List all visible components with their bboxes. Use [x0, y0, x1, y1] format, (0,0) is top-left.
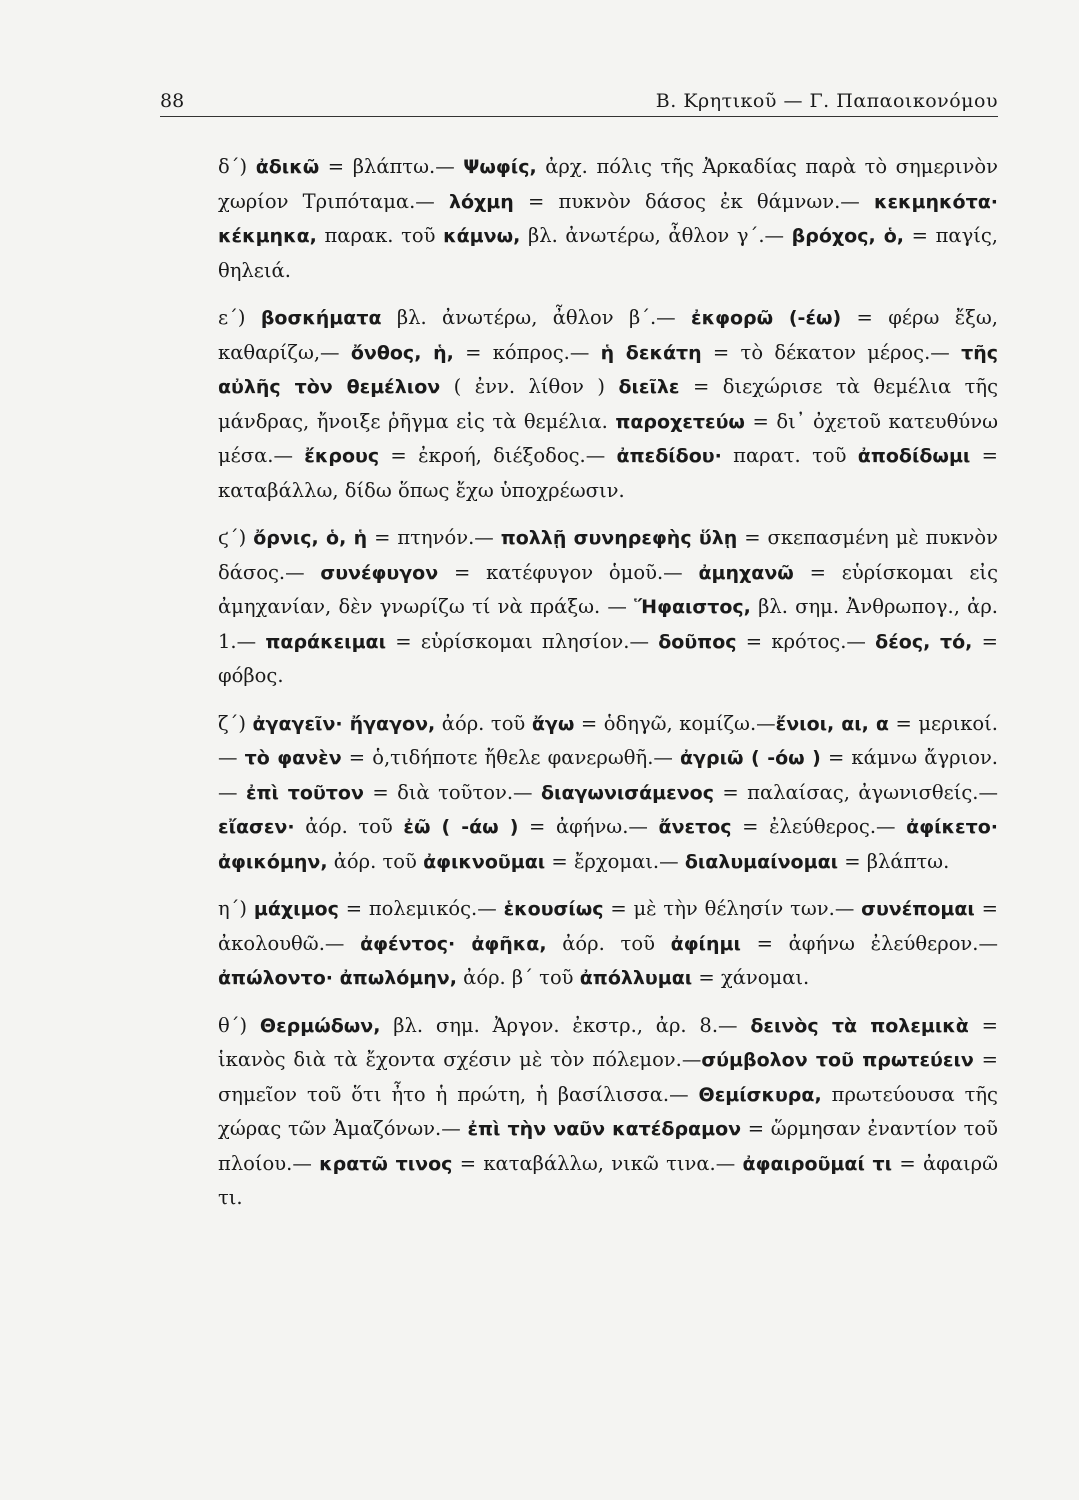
headword: κάμνω,: [443, 225, 521, 247]
headword: ἀφίκετο· ἀφικόμην,: [218, 816, 998, 873]
definition-text: = κατέφυγον ὁμοῦ.—: [438, 560, 699, 584]
gloss-section: [218, 521, 998, 694]
definition-text: = σκεπασμένη μὲ πυκνὸν δάσος.—: [218, 526, 998, 584]
gloss-section: [218, 301, 998, 508]
definition-text: = πτηνόν.—: [367, 526, 501, 549]
definition-text: βλ. ἀνωτέρω, ἆθλον β΄.—: [381, 306, 692, 329]
headword: δέος, τό,: [875, 630, 973, 653]
section-label: ϛ΄): [218, 526, 247, 549]
definition-text: = διεχώρισε τὰ θεμέλια τῆς μάνδρας, ἤνοιξε ῥῆγμα εἰς τὰ θεμέλια.: [218, 375, 999, 433]
definition-text: = δι᾽ ὀχετοῦ κατευθύνω μέσα.—: [218, 409, 998, 467]
section-label: θ΄): [218, 1013, 248, 1037]
headword: Ἥφαιστος,: [634, 596, 751, 618]
headword: κρατῶ τινος: [319, 1152, 453, 1175]
headword: συνέπομαι: [861, 898, 975, 920]
headword: βοσκήματα: [260, 307, 382, 329]
headword: ἄγω: [531, 712, 575, 735]
gloss-section: [218, 707, 998, 880]
gloss-section: [218, 150, 998, 288]
definition-text: = μὲ τὴν θέλησίν των.—: [603, 897, 862, 920]
headword: παράκειμαι: [265, 630, 387, 653]
headword: ἀπόλλυμαι: [579, 967, 693, 989]
definition-text: βλ. σημ. Ἀργον. ἐκστρ., ἀρ. 8.—: [380, 1013, 751, 1037]
definition-text: = χάνομαι.: [692, 966, 810, 989]
headword: ἀφαιροῦμαί τι: [742, 1152, 893, 1175]
headword: ἀμηχανῶ: [698, 561, 794, 584]
headword: μάχιμος: [253, 898, 339, 920]
gloss-section: [218, 1009, 998, 1216]
definition-text: = ὁδηγῶ, κομίζω.—: [574, 711, 776, 735]
definition-text: = κάμνω ἄγριον.—: [218, 746, 999, 804]
definition-text: = σημεῖον τοῦ ὅτι ἦτο ἡ πρώτη, ἡ βασίλισσα.—: [218, 1048, 999, 1106]
headword: λόχμη: [448, 190, 514, 213]
definition-text: ἀόρ. τοῦ: [327, 849, 424, 873]
definition-text: = διὰ τοῦτον.—: [363, 780, 541, 804]
headword: Ψωφίς,: [463, 156, 537, 178]
headword: διαλυμαίνομαι: [684, 850, 839, 873]
headword: ἀγριῶ ( -όω ): [680, 747, 821, 769]
headword: δεινὸς τὰ πολεμικὰ: [750, 1014, 969, 1037]
section-label: η΄): [218, 897, 248, 920]
section-label: ζ΄): [218, 711, 246, 735]
definition-text: βλ. σημ. Ἀνθρωπογ., ἀρ. 1.—: [218, 595, 998, 653]
headword: ἀφίημι: [670, 932, 741, 955]
section-label: ε΄): [218, 306, 246, 329]
headword: ἀπεδίδου·: [616, 445, 722, 467]
definition-text: ἀόρ. τοῦ: [546, 931, 671, 955]
headword: εἴασεν·: [218, 816, 295, 838]
headword: βρόχος, ὁ,: [791, 225, 904, 247]
definition-text: βλ. ἀνωτέρω, ἆθλον γ΄.—: [520, 224, 792, 247]
definition-text: = ἱκανὸς διὰ τὰ ἔχοντα σχέσιν μὲ τὸν πόλεμον.—: [218, 1013, 998, 1071]
page-header: [160, 82, 998, 117]
headword: ἔκρους: [304, 445, 380, 467]
headword: ἀφέντος· ἀφῆκα,: [360, 932, 547, 955]
definition-text: ἀόρ. τοῦ: [294, 815, 404, 838]
definition-text: ἀόρ. β΄ τοῦ: [456, 966, 580, 989]
definition-text: = εὑρίσκομαι εἰς ἀμηχανίαν, δὲν γνωρίζω τί νὰ πράξω. —: [218, 560, 998, 618]
running-head: Β. Κρητικοῦ — Γ. Παπαοικονόμου: [655, 90, 998, 112]
definition-text: = καταβάλλω, δίδω ὅπως ἔχω ὑποχρέωσιν.: [218, 444, 998, 502]
definition-text: ( ἐνν. λίθον ): [440, 375, 619, 398]
headword: τῆς αὐλῆς τὸν θεμέλιον: [218, 341, 998, 398]
definition-text: πρωτεύουσα τῆς χώρας τῶν Ἀμαζόνων.—: [218, 1082, 998, 1140]
headword: ἐπὶ τὴν ναῦν κατέδραμον: [467, 1118, 742, 1140]
definition-text: = ἔρχομαι.—: [545, 849, 685, 873]
definition-text: = πολεμικός.—: [338, 897, 504, 920]
definition-text: = κόπρος.—: [453, 340, 601, 364]
headword: Θερμώδων,: [259, 1014, 381, 1037]
headword: παροχετεύω: [615, 410, 745, 433]
definition-text: = ὁ,τιδήποτε ἤθελε φανερωθῆ.—: [341, 746, 680, 769]
definition-text: = ἀφήνω ἐλεύθερον.—: [740, 931, 998, 955]
headword: ὄνθος, ἡ,: [350, 341, 454, 364]
headword: ἐπὶ τοῦτον: [245, 781, 364, 804]
definition-text: παρατ. τοῦ: [721, 444, 858, 467]
definition-text: = βλάπτω.—: [319, 155, 464, 178]
definition-text: = παγίς, θηλειά.: [218, 224, 998, 282]
headword: ἐῶ ( -άω ): [403, 816, 519, 838]
headword: ἡ δεκάτη: [600, 341, 702, 364]
definition-text: = πυκνὸν δάσος ἐκ θάμνων.—: [513, 189, 874, 213]
definition-text: = ἐλεύθερος.—: [731, 815, 907, 838]
definition-text: = εὑρίσκομαι πλησίον.—: [386, 629, 659, 653]
definition-text: = καταβάλλω, νικῶ τινα.—: [452, 1151, 743, 1175]
definition-text: = βλάπτω.: [838, 849, 950, 873]
definition-text: = ἀκολουθῶ.—: [218, 897, 998, 955]
definition-text: = παλαίσας, ἀγωνισθείς.—: [713, 780, 998, 804]
definition-text: = τὸ δέκατον μέρος.—: [701, 340, 962, 364]
headword: ἀπώλοντο· ἀπωλόμην,: [218, 967, 457, 989]
glossary-body: [218, 150, 998, 1229]
headword: σύμβολον τοῦ πρωτεύειν: [701, 1049, 974, 1071]
definition-text: = ὥρμησαν ἐναντίον τοῦ πλοίου.—: [218, 1117, 998, 1175]
headword: συνέφυγον: [320, 561, 439, 584]
definition-text: παρακ. τοῦ: [316, 224, 444, 247]
page-number: 88: [160, 90, 185, 112]
gloss-section: [218, 892, 998, 996]
headword: ἑκουσίως: [503, 898, 604, 920]
headword: ἐκφορῶ (-έω): [691, 307, 842, 329]
definition-text: = ἀφήνω.—: [518, 815, 659, 838]
definition-text: = ἐκροή, διέξοδος.—: [379, 444, 617, 467]
definition-text: = φέρω ἔξω, καθαρίζω,—: [218, 306, 998, 364]
definition-text: = φόβος.: [218, 629, 998, 687]
headword: πολλῇ συνηρεφὴς ὕλῃ: [500, 527, 738, 549]
headword: ἀδικῶ: [255, 156, 320, 178]
definition-text: = μερικοί.—: [218, 711, 998, 769]
headword: δοῦπος: [658, 630, 737, 653]
headword: ἄνετος: [658, 816, 732, 838]
definition-text: = ἀφαιρῶ τι.: [218, 1151, 998, 1209]
headword: κεκμηκότα· κέκμηκα,: [218, 190, 998, 247]
headword: διεῖλε: [618, 376, 680, 398]
headword: τὸ φανὲν: [244, 747, 342, 769]
definition-text: ἀόρ. τοῦ: [435, 711, 532, 735]
headword: ὄρνις, ὁ, ἡ: [253, 527, 368, 549]
section-label: δ΄): [218, 155, 248, 178]
definition-text: = κρότος.—: [736, 629, 876, 653]
definition-text: ἀρχ. πόλις τῆς Ἀρκαδίας παρὰ τὸ σημερινὸν χωρίον Τριπόταμα.—: [218, 155, 998, 213]
headword: ἀφικνοῦμαι: [423, 850, 546, 873]
headword: ἀποδίδωμι: [857, 445, 971, 467]
headword: Θεμίσκυρα,: [698, 1083, 822, 1106]
headword: ἔνιοι, αι, α: [775, 712, 889, 735]
headword: ἀγαγεῖν· ἤγαγον,: [252, 712, 436, 735]
headword: διαγωνισάμενος: [540, 781, 714, 804]
